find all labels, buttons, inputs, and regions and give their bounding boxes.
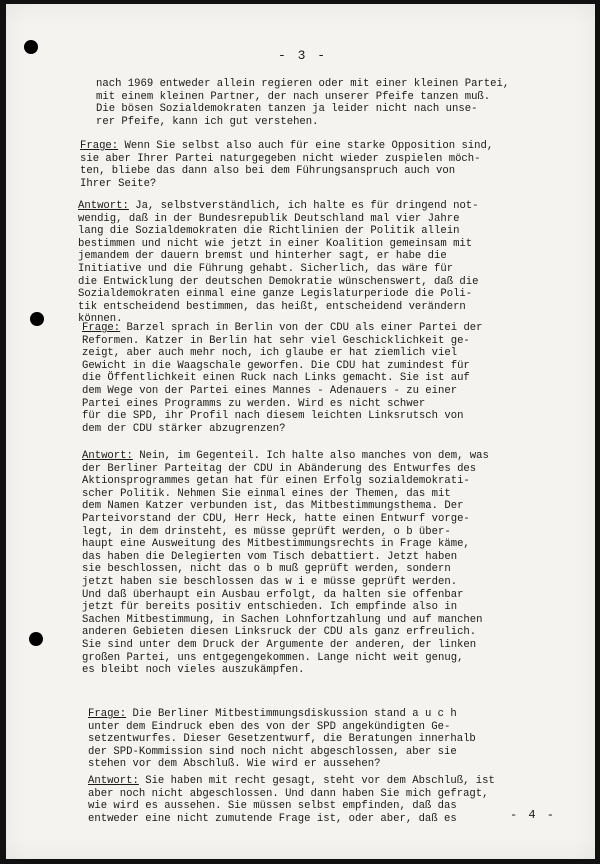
continuation-marker: - 4 -	[510, 808, 557, 822]
answer-block	[88, 775, 495, 825]
text-line: Partei eines Programms zu werden. Wird es nicht schwer	[82, 397, 426, 410]
question-block	[82, 322, 483, 435]
text-line: setzentwurfes. Dieser Gesetzentwurf, die Beratungen innerhalb	[88, 733, 476, 746]
line-text: Wenn Sie selbst also auch für eine starke Opposition sind,	[118, 140, 494, 152]
text-line: Die bösen Sozialdemokraten tanzen ja leider nicht nach unse-	[96, 103, 478, 116]
line-text: Die Berliner Mitbestimmungsdiskussion stand a u c h	[126, 708, 457, 720]
line-text: Nein, im Gegenteil. Ich halte also manches von dem, was	[132, 450, 489, 462]
speaker-label: Frage:	[80, 140, 119, 152]
punch-hole-icon	[29, 632, 43, 646]
text-line: großen Partei, uns entgegengekommen. Lange nicht weit genug,	[82, 651, 464, 664]
text-line: lang die Sozialdemokraten die Richtlinien der Politik allein	[78, 225, 460, 238]
scan-border-bottom	[0, 859, 600, 864]
speaker-label: Frage:	[82, 322, 121, 334]
text-line: mit einem kleinen Partner, der nach unserer Pfeife tanzen muß.	[96, 90, 491, 103]
punch-hole-icon	[24, 40, 38, 54]
text-line: aber noch nicht abgeschlossen. Und dann haben Sie mich gefragt,	[88, 787, 489, 800]
scan-border-top	[0, 0, 600, 4]
line-text: Barzel sprach in Berlin von der CDU als einer Partei der	[120, 322, 483, 334]
text-line: Sozialdemokraten einmal eine ganze Legislaturperiode die Poli-	[78, 288, 473, 301]
text-line: dem der CDU stärker abzugrenzen?	[82, 422, 286, 435]
text-line: Sachen Mitbestimmung, in Sachen Lohnfortzahlung und auf manchen	[82, 613, 483, 626]
text-line	[78, 200, 479, 213]
text-line	[88, 775, 495, 788]
text-line: jemandem der dauern bremst und hinterher sagt, er habe die	[78, 250, 447, 263]
question-block	[80, 140, 493, 190]
text-line	[82, 450, 489, 463]
text-line: bestimmen und nicht wie jetzt in einer Koalition gemeinsam mit	[78, 237, 473, 250]
text-line: scher Politik. Nehmen Sie einmal eines der Themen, das mit	[82, 487, 451, 500]
text-line: wie wird es aussehen. Sie müssen selbst empfinden, daß das	[88, 800, 457, 813]
page-number: - 3 -	[278, 48, 328, 63]
text-line: anderen Gebieten diesen Linksruck der CDU als ganz erfreulich.	[82, 626, 477, 639]
line-text: Ja, selbstverständlich, ich halte es für dringend not-	[128, 200, 479, 212]
text-line: sie aber Ihrer Partei naturgegeben nicht wieder zuspielen möch-	[80, 152, 481, 165]
text-line: rer Pfeife, kann ich gut verstehen.	[96, 115, 319, 128]
text-line: wendig, daß in der Bundesrepublik Deutschland mal vier Jahre	[78, 212, 460, 225]
speaker-label: Antwort:	[78, 200, 129, 212]
text-line: Ihrer Seite?	[80, 177, 157, 190]
text-line: das haben die Delegierten vom Tisch debattiert. Jetzt haben	[82, 550, 458, 563]
text-line: entweder eine nicht zumutende Frage ist, oder aber, daß es	[88, 812, 457, 825]
punch-hole-icon	[30, 312, 44, 326]
text-line: Parteivorstand der CDU, Herr Heck, hatte einen Entwurf vorge-	[82, 512, 470, 525]
text-line: zeigt, aber auch mehr noch, ich glaube er hat ziemlich viel	[82, 347, 458, 360]
speaker-label: Antwort:	[82, 450, 133, 462]
speaker-label: Antwort:	[88, 775, 139, 787]
line-text: Sie haben mit recht gesagt, steht vor dem Abschluß, ist	[138, 775, 495, 787]
text-line: jetzt für bereits positiv entschieden. Ich empfinde also in	[82, 601, 458, 614]
answer-block	[78, 200, 479, 326]
text-line: jetzt haben sie beschlossen das w i e müsse geprüft werden.	[82, 575, 458, 588]
text-line: Gewicht in die Waagschale geworfen. Die CDU hat zumindest für	[82, 359, 470, 372]
text-line: ten, bliebe das dann also bei dem Führungsanspruch auch von	[80, 165, 456, 178]
text-line: Reformen. Katzer in Berlin hat sehr viel Geschicklichkeit ge-	[82, 334, 470, 347]
answer-block	[82, 450, 489, 677]
text-line: es bleibt noch vieles auszukämpfen.	[82, 664, 305, 677]
text-line: Initiative und die Führung gehabt. Sicherlich, das wäre für	[78, 262, 454, 275]
text-line: sie beschlossen, nicht das o b muß geprüft werden, sondern	[82, 563, 451, 576]
speaker-label: Frage:	[88, 708, 127, 720]
text-line: unter dem Eindruck eben des von der SPD angekündigten Ge-	[88, 720, 451, 733]
text-line: stehen vor dem Abschluß. Wie wird er aussehen?	[88, 758, 381, 771]
text-line	[88, 708, 476, 721]
text-line: legt, in dem drinsteht, es müsse geprüft werden, o b über-	[82, 525, 451, 538]
text-line: die Entwicklung der deutschen Demokratie wünschenswert, daß die	[78, 275, 479, 288]
text-line: dem Wege von der Partei eines Mannes - Adenauers - zu einer	[82, 384, 458, 397]
text-line	[80, 140, 493, 153]
text-line: tik entscheidend bestimmen, das heißt, entscheidend verändern	[78, 300, 466, 313]
text-line: Sie sind unter dem Druck der Argumente der anderen, der linken	[82, 638, 477, 651]
text-line	[82, 322, 483, 335]
text-line: der Berliner Parteitag der CDU in Abänderung des Entwurfes des	[82, 462, 477, 475]
text-line: nach 1969 entweder allein regieren oder mit einer kleinen Partei,	[96, 78, 510, 90]
question-block	[88, 708, 476, 771]
text-line: Und daß überhaupt ein Ausbau erfolgt, da halten sie offenbar	[82, 588, 464, 601]
text-line: Aktionsprogrammes getan hat für einen Erfolg sozialdemokrati-	[82, 475, 470, 488]
scan-border-left	[0, 0, 6, 864]
text-line: der SPD-Kommission sind noch nicht abgeschlossen, aber sie	[88, 745, 457, 758]
answer-continuation-block	[96, 78, 509, 128]
scan-border-right	[595, 0, 600, 864]
text-line: dem Namen Katzer verbunden ist, das Mitbestimmungsthema. Der	[82, 500, 464, 513]
text-line: haupt eine Ausweitung des Mitbestimmungsrechts in Frage käme,	[82, 538, 470, 551]
text-line: können.	[78, 313, 123, 326]
text-line: die Öffentlichkeit einen Ruck nach Links gemacht. Sie ist auf	[82, 372, 470, 385]
text-line: für die SPD, ihr Profil nach diesem leichten Linksrutsch von	[82, 410, 464, 423]
